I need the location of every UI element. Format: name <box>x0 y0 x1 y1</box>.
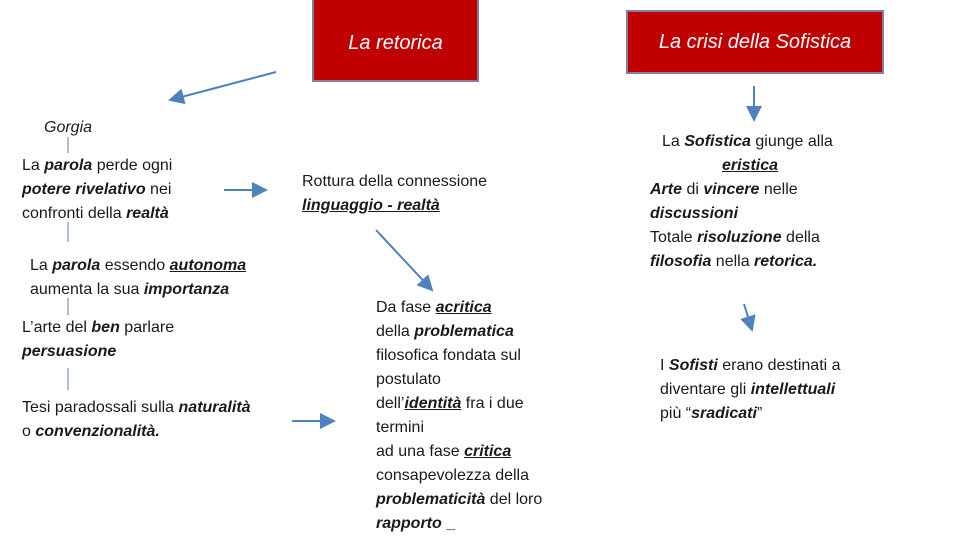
block-fase-critica: Da fase acritica della problematica filosofica fondata sul postulato dell’identità fra i due termini ad una fase critica consapevolezza della problematicità del loro rapporto _ <box>376 299 543 532</box>
block-parola-perde: La parola perde ogni potere rivelativo nei confronti della realtà <box>22 157 173 222</box>
block-sofisti-sradicati: I Sofisti erano destinati a diventare gli intellettuali più “sradicati” <box>660 357 841 422</box>
title-box-crisi <box>626 10 884 74</box>
title-box-retorica <box>312 0 479 82</box>
block-rottura: Rottura della connessione linguaggio - realtà <box>302 173 488 214</box>
block-sofistica-eristica: La Sofistica giunge alla eristica Arte di vincere nelle discussioni Totale risoluzione della filosofia nella retorica. <box>650 133 833 270</box>
arrow-rottura-to-fase <box>376 230 432 290</box>
title-crisi: La crisi della Sofistica <box>658 30 852 53</box>
block-tesi-paradossali: Tesi paradossali sulla naturalità o convenzionalità. <box>22 399 251 440</box>
arrow-retorica-to-sofisti <box>744 304 752 330</box>
block-arte-ben-parlare: L’arte del ben parlare persuasione <box>22 319 175 360</box>
arrow-retorica-to-gorgia <box>170 72 276 100</box>
title-retorica: La retorica <box>348 31 443 54</box>
block-parola-autonoma: La parola essendo autonoma aumenta la sua importanza <box>30 257 247 298</box>
label-gorgia: Gorgia <box>44 119 93 136</box>
